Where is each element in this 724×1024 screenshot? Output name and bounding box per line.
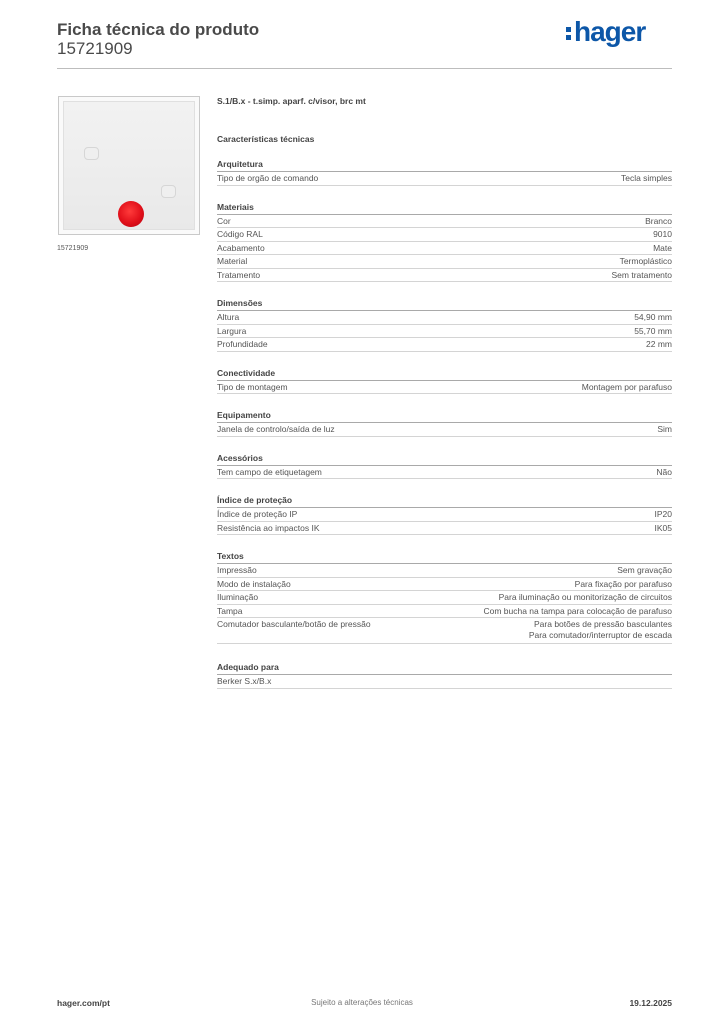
group-title: Adequado para	[217, 662, 672, 675]
spec-value-line: Sem gravação	[617, 565, 672, 575]
spec-value	[657, 424, 672, 435]
spec-value-line: Termoplástico	[619, 256, 672, 266]
spec-row	[217, 618, 672, 644]
spec-value-line: Sem tratamento	[611, 269, 672, 280]
spec-value	[575, 579, 672, 590]
spec-label: Tipo de montagem	[217, 381, 288, 392]
spec-value	[620, 256, 672, 267]
spec-label: Resistência ao impactos IK	[217, 522, 320, 533]
spec-row	[217, 564, 672, 578]
page-title: Ficha técnica do produto	[57, 20, 260, 39]
header-divider	[57, 68, 672, 69]
spec-group	[217, 453, 672, 480]
spec-value	[656, 467, 672, 478]
suitable-for-section	[217, 662, 672, 689]
product-description: S.1/B.x - t.simp. aparf. c/visor, brc mt	[217, 96, 366, 106]
spec-value	[634, 312, 672, 323]
spec-row	[217, 311, 672, 325]
group-title: Arquitetura	[217, 159, 672, 172]
spec-value	[655, 523, 673, 534]
footer-note: Sujeito a alterações técnicas	[311, 998, 413, 1007]
spec-label: Modo de instalação	[217, 578, 291, 589]
spec-row	[217, 508, 672, 522]
footer-website: hager.com/pt	[57, 998, 110, 1008]
spec-label: Tampa	[217, 605, 243, 616]
spec-value-line: Para fixação por parafuso	[574, 578, 672, 589]
spec-value-line: Montagem por parafuso	[581, 381, 672, 392]
spec-group	[217, 298, 672, 352]
spec-label: Profundidade	[217, 339, 268, 349]
spec-label: Tratamento	[217, 269, 261, 280]
clip-icon	[161, 185, 176, 198]
group-title: Textos	[217, 551, 672, 564]
spec-row	[217, 591, 672, 605]
spec-value-line: IK05	[654, 522, 672, 533]
spec-label: Iluminação	[217, 592, 259, 602]
spec-row	[217, 269, 672, 283]
spec-label: Janela de controlo/saída de luz	[217, 424, 335, 434]
spec-label: Acabamento	[217, 242, 265, 253]
spec-label: Índice de proteção IP	[217, 509, 298, 519]
spec-value-line: IP20	[654, 509, 672, 519]
spec-group	[217, 202, 672, 283]
group-title: Acessórios	[217, 453, 672, 466]
spec-row	[217, 522, 672, 536]
spec-label: Altura	[217, 312, 240, 322]
spec-value-line: Com bucha na tampa para colocação de parafuso	[483, 605, 672, 616]
spec-label: Impressão	[217, 565, 257, 575]
spec-value-line: 22 mm	[646, 339, 672, 349]
spec-value-line: 54,90 mm	[634, 312, 672, 322]
spec-label: Código RAL	[217, 229, 263, 239]
product-image	[58, 96, 200, 235]
spec-row	[217, 381, 672, 395]
spec-value	[612, 270, 672, 281]
indicator-led-icon	[118, 201, 144, 227]
spec-value	[653, 243, 672, 254]
spec-label: Comutador basculante/botão de pressão	[217, 619, 371, 629]
spec-groups	[217, 159, 672, 644]
spec-label: Cor	[217, 215, 231, 226]
spec-row	[217, 242, 672, 256]
spec-value-line: 55,70 mm	[634, 325, 672, 336]
logo-text: hager	[574, 16, 646, 47]
spec-value-line: Não	[656, 466, 672, 477]
spec-group	[217, 551, 672, 644]
spec-row	[217, 215, 672, 229]
spec-value	[645, 216, 672, 227]
spec-row	[217, 466, 672, 480]
spec-row	[217, 675, 672, 689]
spec-value-line: 9010	[653, 229, 672, 239]
spec-label: Material	[217, 256, 248, 266]
group-title: Dimensões	[217, 298, 672, 311]
spec-value	[655, 509, 673, 520]
group-title: Índice de proteção	[217, 495, 672, 508]
logo-mark-icon	[566, 27, 571, 40]
spec-value	[582, 382, 672, 393]
product-code: 15721909	[57, 39, 133, 58]
image-caption: 15721909	[57, 245, 89, 252]
spec-group	[217, 410, 672, 437]
spec-value-line: Sim	[657, 424, 672, 434]
hager-logo	[566, 14, 645, 50]
spec-group	[217, 662, 672, 689]
spec-value	[621, 173, 672, 184]
group-title: Materiais	[217, 202, 672, 215]
group-title: Equipamento	[217, 410, 672, 423]
spec-value-line: Para iluminação ou monitorização de circuitos	[498, 592, 672, 602]
spec-label: Berker S.x/B.x	[217, 676, 272, 686]
spec-value	[646, 339, 672, 350]
section-heading: Características técnicas	[217, 134, 315, 144]
switch-plate	[63, 101, 195, 230]
spec-value	[529, 619, 672, 641]
spec-value-line: Para comutador/interruptor de escada	[528, 630, 672, 640]
spec-row	[217, 228, 672, 242]
spec-label: Tipo de orgão de comando	[217, 173, 319, 183]
spec-value-line: Para botões de pressão basculantes	[534, 619, 672, 629]
spec-row	[217, 578, 672, 592]
spec-row	[217, 423, 672, 437]
spec-value	[483, 606, 672, 617]
spec-content	[217, 96, 672, 689]
spec-value-line: Mate	[653, 242, 672, 253]
spec-label: Largura	[217, 325, 247, 336]
spec-value	[653, 229, 672, 240]
spec-row	[217, 338, 672, 352]
spec-value	[634, 326, 672, 337]
spec-row	[217, 325, 672, 339]
spec-value	[617, 565, 672, 576]
spec-group	[217, 368, 672, 395]
spec-label: Tem campo de etiquetagem	[217, 466, 322, 477]
spec-row	[217, 605, 672, 619]
group-title: Conectividade	[217, 368, 672, 381]
spec-row	[217, 172, 672, 186]
spacer	[217, 644, 672, 662]
spec-value-line: Branco	[645, 215, 672, 226]
clip-icon	[84, 147, 99, 160]
spec-value-line: Tecla simples	[620, 173, 672, 183]
spec-row	[217, 255, 672, 269]
spec-value	[499, 592, 672, 603]
spec-group	[217, 495, 672, 535]
spec-group	[217, 159, 672, 186]
footer-date: 19.12.2025	[629, 998, 672, 1008]
